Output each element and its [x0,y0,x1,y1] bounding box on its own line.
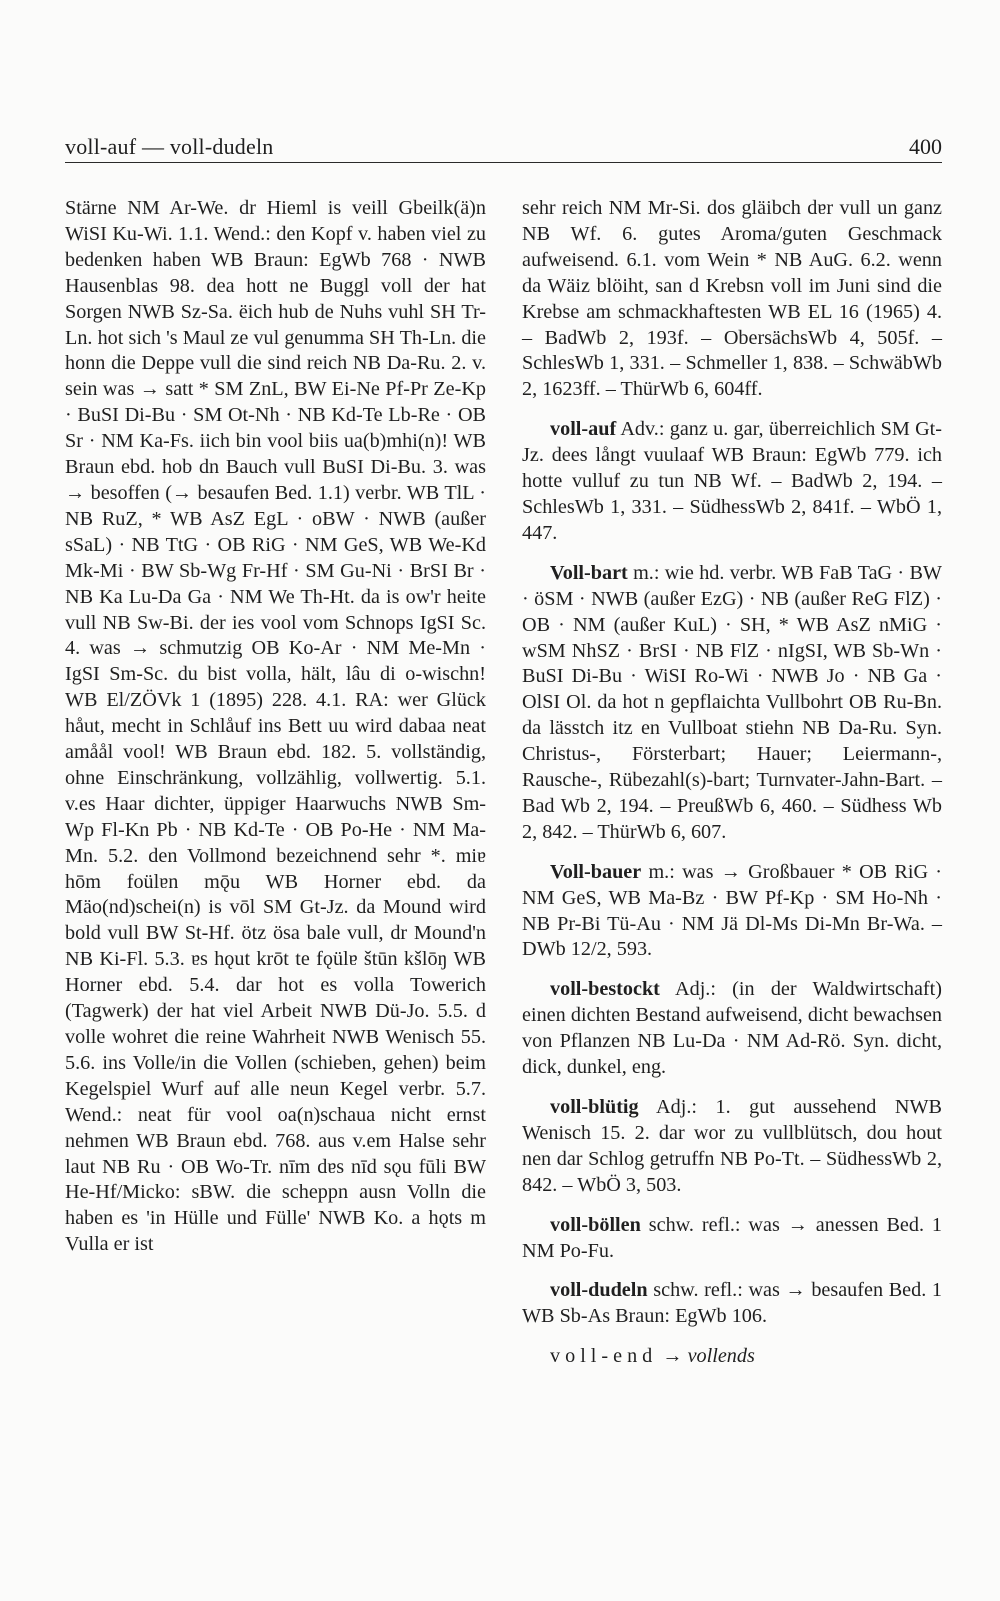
entry-voll-bluetig [522,1095,942,1199]
entry-voll-boellen [522,1213,942,1265]
headword: voll-auf [550,418,617,441]
entry-voll-bauer [522,860,942,964]
entry-voll-end [522,1344,942,1370]
entry-voll-bestockt [522,977,942,1081]
entry-body: schw. refl.: was → besaufen Bed. 1 WB Sb-As Braun: EgWb 106. [522,1279,942,1328]
entry-body: schw. refl.: was → anessen Bed. 1 NM Po-Fu. [522,1213,942,1262]
headword: voll-dudeln [550,1279,648,1302]
entry-body: Adj.: 1. gut aussehend NWB Wenisch 15. 2. dar wor zu vullblütsch, dou hout nen dar Schlog getruffn NB Po-Tt. – SüdhessWb 2, 842. – WbÖ 3, 503. [522,1096,942,1196]
header-title: voll-auf — voll-dudeln [65,134,274,159]
entry-body: m.: wie hd. verbr. WB FaB TaG · BW · öSM · NWB (außer EzG) · NB (außer ReG FlZ) · OB · NM (außer KuL) · SH, * WB AsZ nMiG · wSM NhSZ · BrSI · NB FlZ · nIgSI, WB Sb-Wn · BuSI Di-Bu · WiSI Ro-Wi · NWB Jo · NB Ga · OlSI Ol. da hot n gepflaichta Vullbohrt OB Ru-Bn. da lässtch itz en Vullboat stiehn NB Da-Ru. Syn. Christus-, Försterbart; Hauer; Leiermann-, Rausche-, Rübezahl(s)-bart; Turnvater-Jahn-Bart. – Bad Wb 2, 194. – PreußWb 6, 460. – Südhess Wb 2, 842. – ThürWb 6, 607. [522,561,942,843]
running-header [65,130,942,163]
right-column [522,196,942,1384]
entry-body: Adj.: (in der Waldwirtschaft) einen dichten Bestand aufweisend, dicht bewachsen von Pflanzen NB Lu-Da · NM Ad-Rö. Syn. dicht, dick, dunkel, eng. [522,978,942,1079]
page-number: 400 [909,134,942,159]
left-column [65,196,486,1272]
crossref-headword: voll-end [550,1345,658,1368]
headword: voll-blütig [550,1096,639,1118]
entry-voll-bart [522,561,942,846]
entry-body: m.: was → Großbauer * OB RiG · NM GeS, WB Ma-Bz · BW Pf-Kp · SM Ho-Nh · NB Pr-Bi Tü-Au · NM Jä Dl-Ms Di-Mn Br-Wa. – DWb 12/2, 593. [522,860,942,961]
headword: Voll-bauer [550,860,642,883]
headword: voll-bestockt [550,978,660,1001]
entry-continuation: Stärne NM Ar-We. dr Hieml is veill Gbeilk(ä)n WiSI Ku-Wi. 1.1. Wend.: den Kopf v. haben viel zu bedenken haben WB Braun: EgWb 768 · NWB Hausenblas 98. dea hott ne Buggl voll der hat Sorgen NWB Sz-Sa. ëich hub de Nuhs vuhl SH Tr-Ln. hot sich 's Maul ze vul genumma SH Th-Ln. die honn die Deppe vull die sind reich NB Da-Ru. 2. v. sein was → satt * SM ZnL, BW Ei-Ne Pf-Pr Ze-Kp · BuSI Di-Bu · SM Ot-Nh · NB Kd-Te Lb-Re · OB Sr · NM Ka-Fs. iich bin vool biis ua(b)mhi(n)! WB Braun ebd. hob dn Bauch vull BuSI Di-Bu. 3. was → besoffen (→ besaufen Bed. 1.1) verbr. WB TlL · NB RuZ, * WB AsZ EgL · oBW · NWB (außer sSaL) · NB TtG · OB RiG · NM GeS, WB We-Kd Mk-Mi · BW Sb-Wg Fr-Hf · SM Gu-Ni · BrSI Br · NB Ka Lu-Da Ga · NM We Th-Ht. da is ow'r heite vull NB Sw-Bi. der ies vool vom Schnops IgSI Sc. 4. was → schmutzig OB Ko-Ar · NM Me-Mn · IgSI Sm-Sc. du bist volla, hält, lâu di o-wischn! WB El/ZÖVk 1 (1895) 228. 4.1. RA: wer Glück håut, mecht in Schlåuf ins Bett uu wird dabaa neat amåål vool! WB Braun ebd. 182. 5. vollständig, ohne Einschränkung, vollzählig, vollwertig. 5.1. v.es Haar dichter, üppiger Haarwuchs NWB Sm-Wp Fl-Kn Pb · NB Kd-Te · OB Po-He · NM Ma-Mn. 5.2. den Vollmond bezeichnend sehr *. miɐ hōm foülɐn mǭu WB Horner ebd. da Mäo(nd)schei(n) is vōl SM Gt-Jz. da Mound wird bold vull BW St-Hf. ötz ösa bale vull, dr Mound'n NB Ki-Fl. 5.3. ɐs hǫut krōt te fǫülɐ štūn kšlōŋ WB Horner ebd. 5.4. dar hot es volla Towerich (Tagwerk) der hat viel Arbeit NWB Dü-Jo. 5.5. d volle wohret die reine Wahrheit NWB Wenisch 55. 5.6. ins Volle/in die Vollen (schieben, gehen) beim Kegelspiel Wurf auf alle neun Kegel verbr. 5.7. Wend.: neat für vool oa(n)schaua nicht ernst nehmen WB Braun ebd. 768. aus v.em Halse sehr laut NB Ru · OB Wo-Tr. nīm dɐs nīd sǫu fūli BW He-Hf/Micko: sBW. die scheppn ausn Volln die haben es 'in Hülle und Fülle' NWB Ko. a hǫts m Vulla er ist [65,197,486,1256]
headword: Voll-bart [550,561,628,584]
entry-voll-auf [522,417,942,547]
entry-continuation-right: sehr reich NM Mr-Si. dos gläibch dɐr vull un ganz NB Wf. 6. gutes Aroma/guten Geschmack aufweisend. 6.1. vom Wein * NB AuG. 6.2. wenn da Wäiz blöiht, san d Krebsn voll im Juni sind die Krebse am schmackhaftesten WB EL 16 (1965) 4. – BadWb 2, 193f. – ObersächsWb 4, 505f. – SchlesWb 1, 331. – Schmeller 1, 838. – SchwäbWb 2, 1623ff. – ThürWb 6, 604ff. [522,197,942,401]
crossref-target: → vollends [662,1345,755,1368]
entry-body: Adv.: ganz u. gar, überreichlich SM Gt-Jz. dees långt vuulaaf WB Braun: EgWb 779. ich hotte vulluf zu tun NB Wf. – BadWb 2, 194. – SchlesWb 1, 331. – SüdhessWb 2, 841f. – WbÖ 1, 447. [522,418,942,544]
entry-voll-dudeln [522,1278,942,1330]
headword: voll-böllen [550,1213,641,1236]
